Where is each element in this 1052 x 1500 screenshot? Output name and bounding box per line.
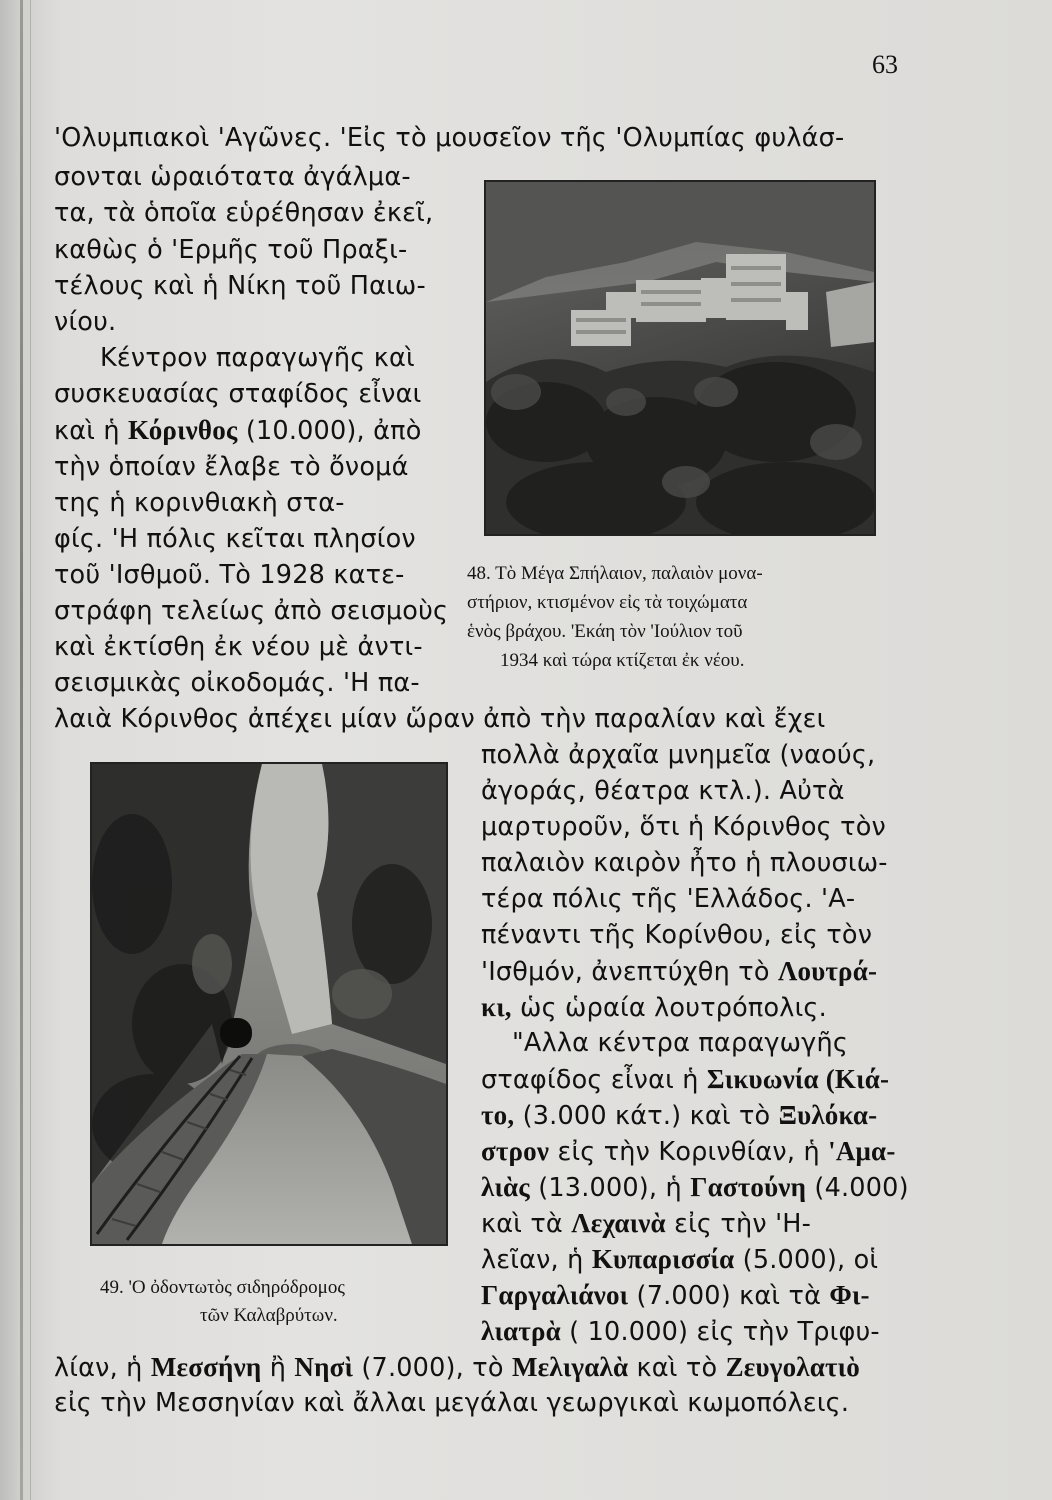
text-line: τοῦ 'Ισθμοῦ. Τὸ 1928 κατε- — [54, 560, 405, 590]
place-gastouni: Γαστούνη — [690, 1172, 807, 1202]
text-line: εἰς τὴν Μεσσηνίαν καὶ ἄλλαι μεγάλαι γεωργικαὶ κωμοπόλεις. — [54, 1388, 850, 1418]
text-line-amalias: στρον εἰς τὴν Κορινθίαν, ἡ 'Αμα- — [481, 1136, 896, 1167]
page-number: 63 — [872, 50, 898, 79]
text-line: τὴν ὁποίαν ἔλαβε τὸ ὄνομά — [54, 452, 409, 482]
text-line-gastouni: λιὰς (13.000), ἡ Γαστούνη (4.000) — [481, 1172, 909, 1203]
text-line: σονται ὡραιότατα ἀγάλμα- — [54, 162, 411, 192]
binding-edge-inner — [30, 0, 31, 1500]
text-line-loutraki-2: κι, ὡς ὡραία λουτρόπολις. — [481, 992, 827, 1023]
place-gargaliani: Γαργαλιάνοι — [481, 1280, 629, 1310]
photo-kalavryta-railway — [90, 762, 448, 1246]
caption-49-line: 49. 'Ο ὀδοντωτὸς σιδηρόδρομος — [100, 1277, 345, 1298]
caption-48-line: 48. Τὸ Μέγα Σπήλαιον, παλαιὸν μονα- — [467, 563, 763, 584]
text-line: "Αλλα κέντρα παραγωγῆς — [512, 1028, 848, 1058]
text-line: καθὼς ὁ 'Ερμῆς τοῦ Πραξι- — [54, 235, 408, 265]
text-line-filiatra: λιατρὰ ( 10.000) εἰς τὴν Τριφυ- — [481, 1316, 880, 1347]
text-line-kyparissia: λεῖαν, ἡ Κυπαρισσία (5.000), οἱ — [481, 1244, 879, 1275]
text-line: λαιὰ Κόρινθος ἀπέχει μίαν ὥραν ἀπὸ τὴν παραλίαν καὶ ἔχει — [54, 704, 826, 734]
place-kyparissia: Κυπαρισσία — [591, 1244, 735, 1274]
text-line-loutraki: 'Ισθμόν, ἀνεπτύχθη τὸ Λουτρά- — [481, 956, 878, 987]
text-line: παλαιὸν καιρὸν ἦτο ἡ πλουσιω- — [481, 848, 888, 878]
place-korinthos: Κόρινθος — [128, 415, 238, 445]
text-line: φίς. 'Η πόλις κεῖται πλησίον — [54, 524, 416, 554]
text-line-messini: λίαν, ἡ Μεσσήνη ἢ Νησὶ (7.000), τὸ Μελιγαλὰ καὶ τὸ Ζευγολατιὸ — [54, 1352, 860, 1383]
place-sikyonia: Σικυωνία (Κιά- — [706, 1064, 890, 1094]
caption-48-line: στήριον, κτισμένον εἰς τὰ τοιχώματα — [467, 592, 748, 613]
text-line: καὶ ἐκτίσθη ἐκ νέου μὲ ἀντι- — [54, 632, 423, 662]
place-filiatra: λιατρὰ — [481, 1316, 561, 1346]
text-line: στράφη τελείως ἀπὸ σεισμοὺς — [54, 596, 449, 626]
text-line-gargaliani: Γαργαλιάνοι (7.000) καὶ τὰ Φι- — [481, 1280, 870, 1311]
text-line: νίου. — [54, 307, 117, 337]
binding-edge — [20, 0, 23, 1500]
text-line: μαρτυροῦν, ὅτι ἡ Κόρινθος τὸν — [481, 812, 886, 842]
caption-48-line: 1934 καὶ τώρα κτίζεται ἐκ νέου. — [500, 650, 745, 671]
text-line: πέναντι τῆς Κορίνθου, εἰς τὸν — [481, 920, 873, 950]
text-line-lechaina: καὶ τὰ Λεχαινὰ εἰς τὴν 'Η- — [481, 1208, 812, 1239]
text-line: της ἡ κορινθιακὴ στα- — [54, 488, 345, 518]
text-line: πολλὰ ἀρχαῖα μνημεῖα (ναούς, — [481, 740, 876, 770]
place-amalias: 'Αμα- — [828, 1136, 896, 1166]
text-line: ἀγοράς, θέατρα κτλ.). Αὐτὰ — [481, 776, 845, 806]
photo-mega-spilaion — [484, 180, 876, 536]
text-line: τέλους καὶ ἡ Νίκη τοῦ Παιω- — [54, 271, 426, 301]
text-line-xylokastro: το, (3.000 κάτ.) καὶ τὸ Ξυλόκα- — [481, 1100, 878, 1131]
text-line-sikyonia: σταφίδος εἶναι ἡ Σικυωνία (Κιά- — [481, 1064, 890, 1095]
caption-49-line: τῶν Καλαβρύτων. — [200, 1305, 338, 1326]
place-xylokastro: Ξυλόκα- — [778, 1100, 878, 1130]
place-loutraki: Λουτρά- — [777, 956, 878, 986]
place-zevgolatio: Ζευγολατιὸ — [725, 1352, 860, 1382]
text-line: σεισμικὰς οἰκοδομάς. 'Η πα- — [54, 668, 420, 698]
text-line: τέρα πόλις τῆς 'Ελλάδος. 'Α- — [481, 884, 856, 914]
text-line: Κέντρον παραγωγῆς καὶ — [100, 343, 415, 373]
place-lechaina: Λεχαινὰ — [571, 1208, 666, 1238]
text-line: τα, τὰ ὁποῖα εὑρέθησαν ἐκεῖ, — [54, 198, 434, 228]
text-line: συσκευασίας σταφίδος εἶναι — [54, 379, 422, 409]
place-meligalas: Μελιγαλὰ — [511, 1352, 629, 1382]
caption-48-line: ἑνὸς βράχου. 'Εκάη τὸν 'Ιούλιον τοῦ — [467, 621, 743, 642]
text-line-korinthos: καὶ ἡ Κόρινθος (10.000), ἀπὸ — [54, 415, 422, 446]
text-line: 'Ολυμπιακοὶ 'Αγῶνες. 'Εἰς τὸ μουσεῖον τῆς 'Ολυμπίας φυλάσ- — [54, 123, 845, 153]
place-messini: Μεσσήνη — [150, 1352, 262, 1382]
